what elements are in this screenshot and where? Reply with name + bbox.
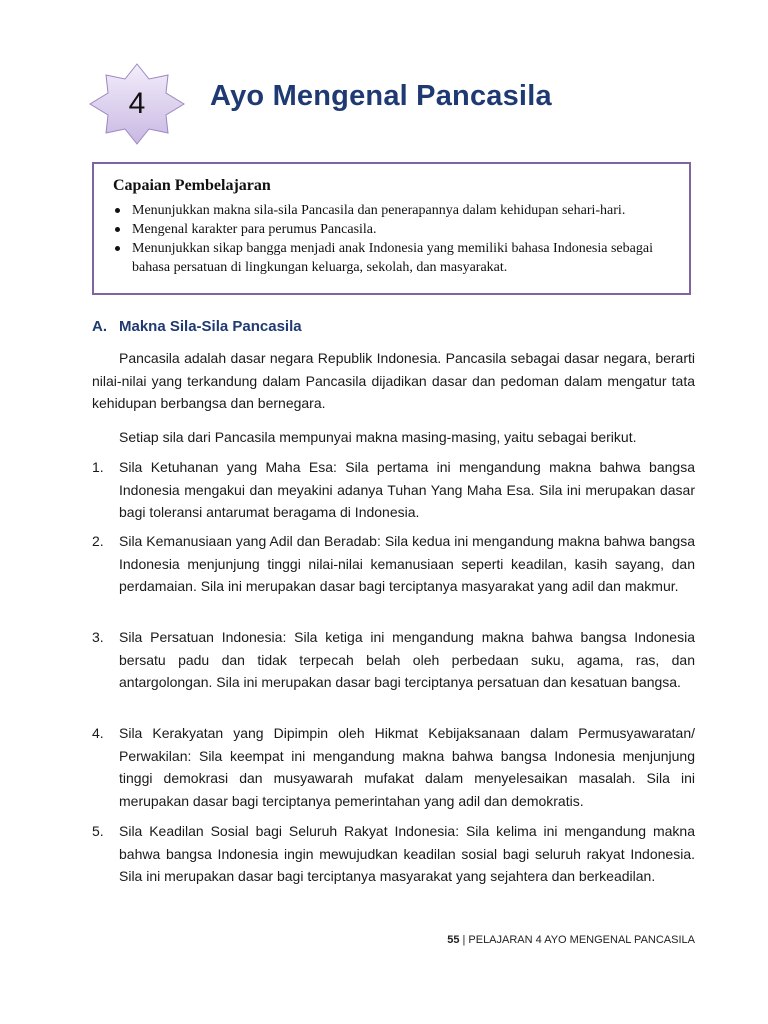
footer-label: PELAJARAN 4 AYO MENGENAL PANCASILA (468, 934, 695, 946)
sila-number: 1. (92, 459, 104, 475)
page-footer (447, 934, 695, 946)
sila-text: Sila pertama ini mengandung makna bahwa bangsa Indonesia mengakui dan meyakini adanya Tuhan Yang Maha Esa. Sila ini merupakan dasar bagi toleransi antarumat beragama di Indonesia. (119, 459, 695, 520)
footer-separator: | (462, 934, 466, 946)
learning-outcomes-title: Capaian Pembelajaran (113, 177, 271, 194)
learning-outcome-text: Menunjukkan sikap bangga menjadi anak Indonesia yang memiliki bahasa Indonesia sebagai bahasa persatuan di lingkungan keluarga, sekolah, dan masyarakat. (132, 241, 653, 275)
sila-number: 3. (92, 629, 104, 645)
sila-lead: Sila Ketuhanan yang Maha Esa: (119, 459, 337, 475)
sila-item-3 (92, 626, 695, 694)
learning-outcome-item (113, 220, 671, 239)
sila-item-4 (92, 722, 695, 812)
sila-lead: Sila Kemanusiaan yang Adil dan Beradab: (119, 533, 381, 549)
chapter-number: 4 (128, 87, 146, 120)
sila-lead: Sila Persatuan Indonesia: (119, 629, 287, 645)
learning-outcomes-list (113, 201, 671, 277)
sila-text: Sila kelima ini mengandung makna bahwa bangsa Indonesia ingin mewujudkan keadilan sosial bagi seluruh rakyat Indonesia. Sila ini merupakan dasar bagi terciptanya masyarakat yang sejahtera dan berkeadilan. (119, 823, 695, 884)
sila-text: Sila kedua ini mengandung makna bahwa bangsa Indonesia menjunjung tinggi nilai-nilai kemanusiaan seperti keadilan, kasih sayang, dan perdamaian. Sila ini merupakan dasar bagi terciptanya masyarakat yang adil dan makmur. (119, 533, 696, 594)
bullet-icon (115, 208, 120, 213)
chapter-title: Ayo Mengenal Pancasila (210, 80, 552, 112)
sila-number: 5. (92, 823, 104, 839)
bullet-icon (115, 227, 120, 232)
learning-outcome-text: Menunjukkan makna sila-sila Pancasila dan penerapannya dalam kehidupan sehari-hari. (132, 203, 626, 218)
sila-item-5 (92, 820, 695, 888)
learning-outcomes-box (92, 162, 691, 295)
learning-outcome-item (113, 201, 671, 220)
sila-number: 2. (92, 533, 104, 549)
sila-lead: Sila Kerakyatan yang Dipimpin oleh Hikmat Kebijaksanaan dalam Permusyawaratan/ Perwakilan: (119, 725, 695, 764)
lead-in-paragraph: Setiap sila dari Pancasila mempunyai makna masing-masing, yaitu sebagai berikut. (119, 429, 637, 445)
section-heading (92, 318, 302, 335)
learning-outcome-item (113, 239, 671, 277)
section-letter: A. (92, 318, 107, 335)
sila-lead: Sila Keadilan Sosial bagi Seluruh Rakyat Indonesia: (119, 823, 460, 839)
sila-text: Sila keempat ini mengandung makna bahwa bangsa Indonesia menjunjung tinggi demokrasi dan musyawarah mufakat dalam menyelesaikan masalah. Sila ini merupakan dasar bagi terciptanya pemerintahan yang adil dan demokratis. (119, 747, 695, 809)
bullet-icon (115, 246, 120, 251)
section-title: Makna Sila-Sila Pancasila (119, 318, 302, 335)
sila-number: 4. (92, 725, 104, 741)
page-number: 55 (447, 934, 460, 946)
learning-outcome-text: Mengenal karakter para perumus Pancasila. (132, 222, 377, 237)
sila-item-2 (92, 530, 695, 598)
sila-item-1 (92, 456, 695, 524)
intro-paragraph: Pancasila adalah dasar negara Republik Indonesia. Pancasila sebagai dasar negara, berarti nilai-nilai yang terkandung dalam Pancasila dijadikan dasar dan pedoman dalam mengatur tata kehidupan berbangsa dan bernegara. (92, 350, 695, 411)
sila-text: Sila ketiga ini mengandung makna bahwa bangsa Indonesia bersatu padu dan tidak terpecah belah oleh perbedaan suku, agama, ras, dan antargolongan. Sila ini merupakan dasar bagi terciptanya persatuan dan kesatuan bangsa. (119, 629, 695, 690)
